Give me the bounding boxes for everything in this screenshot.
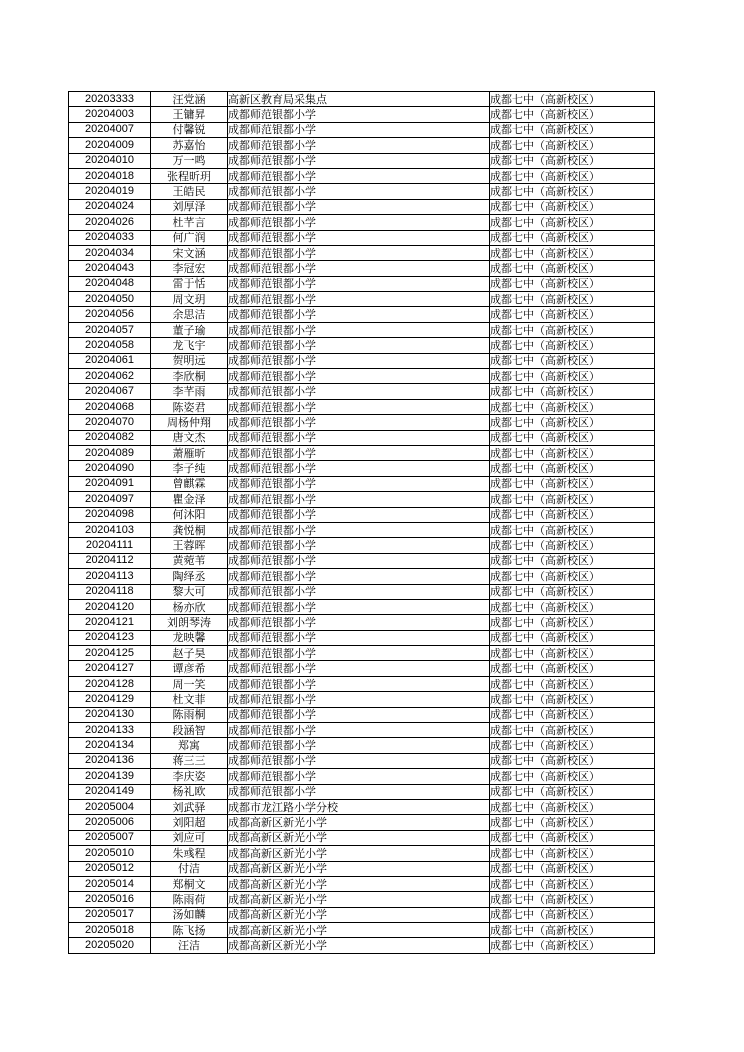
primary-school-cell: 成都师范银都小学 bbox=[228, 276, 490, 291]
table-row bbox=[69, 769, 655, 784]
table-row bbox=[69, 553, 655, 568]
primary-school-cell: 成都师范银都小学 bbox=[228, 769, 490, 784]
student-id-cell: 20204089 bbox=[69, 445, 151, 460]
student-name-cell: 周一笑 bbox=[151, 676, 228, 691]
table-row bbox=[69, 138, 655, 153]
admission-table-container bbox=[68, 91, 654, 954]
student-name-cell: 杜芊言 bbox=[151, 215, 228, 230]
primary-school-cell: 成都师范银都小学 bbox=[228, 615, 490, 630]
admitted-school-cell: 成都七中（高新校区） bbox=[490, 630, 655, 645]
student-id-cell: 20204082 bbox=[69, 430, 151, 445]
primary-school-cell: 成都师范银都小学 bbox=[228, 399, 490, 414]
primary-school-cell: 成都师范银都小学 bbox=[228, 338, 490, 353]
table-row bbox=[69, 738, 655, 753]
student-name-cell: 黎大可 bbox=[151, 584, 228, 599]
admitted-school-cell: 成都七中（高新校区） bbox=[490, 522, 655, 537]
primary-school-cell: 成都师范银都小学 bbox=[228, 630, 490, 645]
student-name-cell: 贺明远 bbox=[151, 353, 228, 368]
primary-school-cell: 成都师范银都小学 bbox=[228, 230, 490, 245]
student-id-cell: 20205007 bbox=[69, 830, 151, 845]
table-row bbox=[69, 584, 655, 599]
admitted-school-cell: 成都七中（高新校区） bbox=[490, 107, 655, 122]
primary-school-cell: 成都师范银都小学 bbox=[228, 384, 490, 399]
admitted-school-cell: 成都七中（高新校区） bbox=[490, 353, 655, 368]
student-name-cell: 董子瑜 bbox=[151, 322, 228, 337]
table-row bbox=[69, 230, 655, 245]
admitted-school-cell: 成都七中（高新校区） bbox=[490, 338, 655, 353]
admitted-school-cell: 成都七中（高新校区） bbox=[490, 861, 655, 876]
primary-school-cell: 成都师范银都小学 bbox=[228, 584, 490, 599]
student-name-cell: 何广润 bbox=[151, 230, 228, 245]
table-row bbox=[69, 615, 655, 630]
table-row bbox=[69, 292, 655, 307]
student-id-cell: 20204098 bbox=[69, 507, 151, 522]
student-name-cell: 陈飞扬 bbox=[151, 923, 228, 938]
student-id-cell: 20204007 bbox=[69, 122, 151, 137]
student-name-cell: 谭彦希 bbox=[151, 661, 228, 676]
student-name-cell: 杨亦欣 bbox=[151, 599, 228, 614]
table-row bbox=[69, 384, 655, 399]
student-id-cell: 20204003 bbox=[69, 107, 151, 122]
primary-school-cell: 成都师范银都小学 bbox=[228, 430, 490, 445]
student-id-cell: 20204113 bbox=[69, 569, 151, 584]
student-name-cell: 雷于恬 bbox=[151, 276, 228, 291]
table-row bbox=[69, 461, 655, 476]
admitted-school-cell: 成都七中（高新校区） bbox=[490, 538, 655, 553]
admitted-school-cell: 成都七中（高新校区） bbox=[490, 215, 655, 230]
student-id-cell: 20204067 bbox=[69, 384, 151, 399]
admitted-school-cell: 成都七中（高新校区） bbox=[490, 799, 655, 814]
admitted-school-cell: 成都七中（高新校区） bbox=[490, 584, 655, 599]
student-id-cell: 20205014 bbox=[69, 876, 151, 891]
student-id-cell: 20204127 bbox=[69, 661, 151, 676]
admitted-school-cell: 成都七中（高新校区） bbox=[490, 292, 655, 307]
student-id-cell: 20204134 bbox=[69, 738, 151, 753]
primary-school-cell: 成都师范银都小学 bbox=[228, 676, 490, 691]
admitted-school-cell: 成都七中（高新校区） bbox=[490, 461, 655, 476]
admitted-school-cell: 成都七中（高新校区） bbox=[490, 138, 655, 153]
admitted-school-cell: 成都七中（高新校区） bbox=[490, 923, 655, 938]
student-id-cell: 20204128 bbox=[69, 676, 151, 691]
table-row bbox=[69, 876, 655, 891]
table-row bbox=[69, 938, 655, 953]
admitted-school-cell: 成都七中（高新校区） bbox=[490, 892, 655, 907]
student-name-cell: 郑桐文 bbox=[151, 876, 228, 891]
primary-school-cell: 成都师范银都小学 bbox=[228, 738, 490, 753]
student-id-cell: 20204139 bbox=[69, 769, 151, 784]
student-name-cell: 赵子昊 bbox=[151, 646, 228, 661]
student-name-cell: 刘朗琴涛 bbox=[151, 615, 228, 630]
primary-school-cell: 高新区教育局采集点 bbox=[228, 92, 490, 107]
student-name-cell: 周杨仲翔 bbox=[151, 415, 228, 430]
student-name-cell: 汪党涵 bbox=[151, 92, 228, 107]
student-id-cell: 20204057 bbox=[69, 322, 151, 337]
student-name-cell: 龚悦桐 bbox=[151, 522, 228, 537]
admitted-school-cell: 成都七中（高新校区） bbox=[490, 430, 655, 445]
table-row bbox=[69, 261, 655, 276]
table-row bbox=[69, 907, 655, 922]
admitted-school-cell: 成都七中（高新校区） bbox=[490, 369, 655, 384]
student-id-cell: 20205006 bbox=[69, 815, 151, 830]
student-id-cell: 20204103 bbox=[69, 522, 151, 537]
primary-school-cell: 成都师范银都小学 bbox=[228, 138, 490, 153]
primary-school-cell: 成都师范银都小学 bbox=[228, 322, 490, 337]
student-name-cell: 周文玥 bbox=[151, 292, 228, 307]
admitted-school-cell: 成都七中（高新校区） bbox=[490, 307, 655, 322]
student-name-cell: 黄菀苇 bbox=[151, 553, 228, 568]
table-row bbox=[69, 445, 655, 460]
student-name-cell: 陈雨荷 bbox=[151, 892, 228, 907]
admitted-school-cell: 成都七中（高新校区） bbox=[490, 276, 655, 291]
table-row bbox=[69, 399, 655, 414]
student-id-cell: 20204026 bbox=[69, 215, 151, 230]
admitted-school-cell: 成都七中（高新校区） bbox=[490, 599, 655, 614]
table-row bbox=[69, 338, 655, 353]
admitted-school-cell: 成都七中（高新校区） bbox=[490, 245, 655, 260]
table-row bbox=[69, 184, 655, 199]
student-name-cell: 李冠宏 bbox=[151, 261, 228, 276]
admitted-school-cell: 成都七中（高新校区） bbox=[490, 261, 655, 276]
table-row bbox=[69, 476, 655, 491]
table-row bbox=[69, 122, 655, 137]
student-id-cell: 20204058 bbox=[69, 338, 151, 353]
student-id-cell: 20204129 bbox=[69, 692, 151, 707]
admitted-school-cell: 成都七中（高新校区） bbox=[490, 646, 655, 661]
table-row bbox=[69, 646, 655, 661]
primary-school-cell: 成都师范银都小学 bbox=[228, 122, 490, 137]
student-id-cell: 20204048 bbox=[69, 276, 151, 291]
admitted-school-cell: 成都七中（高新校区） bbox=[490, 707, 655, 722]
student-name-cell: 张程昕玥 bbox=[151, 168, 228, 183]
table-row bbox=[69, 153, 655, 168]
student-name-cell: 龙飞宇 bbox=[151, 338, 228, 353]
primary-school-cell: 成都高新区新光小学 bbox=[228, 861, 490, 876]
student-id-cell: 20204112 bbox=[69, 553, 151, 568]
student-name-cell: 李欣桐 bbox=[151, 369, 228, 384]
primary-school-cell: 成都师范银都小学 bbox=[228, 753, 490, 768]
admitted-school-cell: 成都七中（高新校区） bbox=[490, 153, 655, 168]
student-id-cell: 20204061 bbox=[69, 353, 151, 368]
primary-school-cell: 成都师范银都小学 bbox=[228, 153, 490, 168]
table-row bbox=[69, 676, 655, 691]
student-id-cell: 20204133 bbox=[69, 723, 151, 738]
primary-school-cell: 成都高新区新光小学 bbox=[228, 846, 490, 861]
primary-school-cell: 成都师范银都小学 bbox=[228, 646, 490, 661]
student-name-cell: 杜文菲 bbox=[151, 692, 228, 707]
student-id-cell: 20204090 bbox=[69, 461, 151, 476]
primary-school-cell: 成都高新区新光小学 bbox=[228, 876, 490, 891]
primary-school-cell: 成都师范银都小学 bbox=[228, 445, 490, 460]
student-id-cell: 20205016 bbox=[69, 892, 151, 907]
student-name-cell: 汪洁 bbox=[151, 938, 228, 953]
student-id-cell: 20204034 bbox=[69, 245, 151, 260]
admission-table bbox=[68, 91, 655, 954]
table-row bbox=[69, 723, 655, 738]
admitted-school-cell: 成都七中（高新校区） bbox=[490, 168, 655, 183]
primary-school-cell: 成都师范银都小学 bbox=[228, 168, 490, 183]
student-id-cell: 20204121 bbox=[69, 615, 151, 630]
admitted-school-cell: 成都七中（高新校区） bbox=[490, 692, 655, 707]
primary-school-cell: 成都师范银都小学 bbox=[228, 507, 490, 522]
admitted-school-cell: 成都七中（高新校区） bbox=[490, 784, 655, 799]
table-row bbox=[69, 846, 655, 861]
table-row bbox=[69, 923, 655, 938]
table-row bbox=[69, 507, 655, 522]
primary-school-cell: 成都师范银都小学 bbox=[228, 369, 490, 384]
student-name-cell: 朱彧程 bbox=[151, 846, 228, 861]
primary-school-cell: 成都师范银都小学 bbox=[228, 692, 490, 707]
student-id-cell: 20204068 bbox=[69, 399, 151, 414]
student-id-cell: 20204009 bbox=[69, 138, 151, 153]
admitted-school-cell: 成都七中（高新校区） bbox=[490, 553, 655, 568]
primary-school-cell: 成都师范银都小学 bbox=[228, 261, 490, 276]
primary-school-cell: 成都师范银都小学 bbox=[228, 353, 490, 368]
student-name-cell: 陈雨桐 bbox=[151, 707, 228, 722]
primary-school-cell: 成都师范银都小学 bbox=[228, 476, 490, 491]
primary-school-cell: 成都师范银都小学 bbox=[228, 723, 490, 738]
student-name-cell: 陈姿君 bbox=[151, 399, 228, 414]
table-row bbox=[69, 430, 655, 445]
primary-school-cell: 成都师范银都小学 bbox=[228, 492, 490, 507]
student-name-cell: 郑寓 bbox=[151, 738, 228, 753]
student-name-cell: 李庆姿 bbox=[151, 769, 228, 784]
student-name-cell: 刘阳超 bbox=[151, 815, 228, 830]
primary-school-cell: 成都师范银都小学 bbox=[228, 292, 490, 307]
admitted-school-cell: 成都七中（高新校区） bbox=[490, 230, 655, 245]
student-id-cell: 20205004 bbox=[69, 799, 151, 814]
table-row bbox=[69, 415, 655, 430]
student-id-cell: 20205010 bbox=[69, 846, 151, 861]
table-row bbox=[69, 199, 655, 214]
table-row bbox=[69, 307, 655, 322]
student-id-cell: 20205017 bbox=[69, 907, 151, 922]
student-id-cell: 20204123 bbox=[69, 630, 151, 645]
student-id-cell: 20204056 bbox=[69, 307, 151, 322]
student-name-cell: 王皓民 bbox=[151, 184, 228, 199]
primary-school-cell: 成都师范银都小学 bbox=[228, 522, 490, 537]
table-row bbox=[69, 276, 655, 291]
student-id-cell: 20204125 bbox=[69, 646, 151, 661]
student-id-cell: 20204136 bbox=[69, 753, 151, 768]
student-id-cell: 20205012 bbox=[69, 861, 151, 876]
student-id-cell: 20204111 bbox=[69, 538, 151, 553]
table-row bbox=[69, 692, 655, 707]
admitted-school-cell: 成都七中（高新校区） bbox=[490, 723, 655, 738]
admitted-school-cell: 成都七中（高新校区） bbox=[490, 415, 655, 430]
student-name-cell: 刘武驿 bbox=[151, 799, 228, 814]
table-row bbox=[69, 661, 655, 676]
admitted-school-cell: 成都七中（高新校区） bbox=[490, 846, 655, 861]
table-row bbox=[69, 569, 655, 584]
student-id-cell: 20205020 bbox=[69, 938, 151, 953]
primary-school-cell: 成都师范银都小学 bbox=[228, 245, 490, 260]
admitted-school-cell: 成都七中（高新校区） bbox=[490, 122, 655, 137]
admitted-school-cell: 成都七中（高新校区） bbox=[490, 676, 655, 691]
student-id-cell: 20204062 bbox=[69, 369, 151, 384]
student-id-cell: 20204010 bbox=[69, 153, 151, 168]
primary-school-cell: 成都师范银都小学 bbox=[228, 215, 490, 230]
primary-school-cell: 成都师范银都小学 bbox=[228, 538, 490, 553]
student-name-cell: 瞿金泽 bbox=[151, 492, 228, 507]
table-row bbox=[69, 707, 655, 722]
primary-school-cell: 成都师范银都小学 bbox=[228, 661, 490, 676]
admitted-school-cell: 成都七中（高新校区） bbox=[490, 830, 655, 845]
student-name-cell: 萧雁昕 bbox=[151, 445, 228, 460]
admitted-school-cell: 成都七中（高新校区） bbox=[490, 569, 655, 584]
student-name-cell: 刘应可 bbox=[151, 830, 228, 845]
primary-school-cell: 成都高新区新光小学 bbox=[228, 892, 490, 907]
student-name-cell: 曾麒霖 bbox=[151, 476, 228, 491]
student-name-cell: 付洁 bbox=[151, 861, 228, 876]
admitted-school-cell: 成都七中（高新校区） bbox=[490, 769, 655, 784]
student-id-cell: 20205018 bbox=[69, 923, 151, 938]
primary-school-cell: 成都高新区新光小学 bbox=[228, 815, 490, 830]
table-row bbox=[69, 753, 655, 768]
student-id-cell: 20204033 bbox=[69, 230, 151, 245]
student-name-cell: 刘厚泽 bbox=[151, 199, 228, 214]
student-id-cell: 20204043 bbox=[69, 261, 151, 276]
admitted-school-cell: 成都七中（高新校区） bbox=[490, 615, 655, 630]
student-name-cell: 余思洁 bbox=[151, 307, 228, 322]
admitted-school-cell: 成都七中（高新校区） bbox=[490, 876, 655, 891]
primary-school-cell: 成都师范银都小学 bbox=[228, 461, 490, 476]
table-row bbox=[69, 784, 655, 799]
student-name-cell: 万一鸣 bbox=[151, 153, 228, 168]
primary-school-cell: 成都师范银都小学 bbox=[228, 599, 490, 614]
student-name-cell: 付馨锐 bbox=[151, 122, 228, 137]
admitted-school-cell: 成都七中（高新校区） bbox=[490, 184, 655, 199]
table-row bbox=[69, 369, 655, 384]
table-row bbox=[69, 815, 655, 830]
primary-school-cell: 成都高新区新光小学 bbox=[228, 830, 490, 845]
primary-school-cell: 成都高新区新光小学 bbox=[228, 907, 490, 922]
table-row bbox=[69, 168, 655, 183]
student-name-cell: 苏嘉怡 bbox=[151, 138, 228, 153]
table-row bbox=[69, 92, 655, 107]
table-row bbox=[69, 630, 655, 645]
admitted-school-cell: 成都七中（高新校区） bbox=[490, 938, 655, 953]
student-id-cell: 20204149 bbox=[69, 784, 151, 799]
primary-school-cell: 成都市龙江路小学分校 bbox=[228, 799, 490, 814]
student-id-cell: 20204018 bbox=[69, 168, 151, 183]
primary-school-cell: 成都师范银都小学 bbox=[228, 553, 490, 568]
admitted-school-cell: 成都七中（高新校区） bbox=[490, 738, 655, 753]
student-name-cell: 杨礼欧 bbox=[151, 784, 228, 799]
student-name-cell: 李子纯 bbox=[151, 461, 228, 476]
student-name-cell: 陶绎丞 bbox=[151, 569, 228, 584]
table-row bbox=[69, 599, 655, 614]
primary-school-cell: 成都师范银都小学 bbox=[228, 107, 490, 122]
student-id-cell: 20204050 bbox=[69, 292, 151, 307]
student-name-cell: 宋文涵 bbox=[151, 245, 228, 260]
admitted-school-cell: 成都七中（高新校区） bbox=[490, 476, 655, 491]
student-name-cell: 何沐阳 bbox=[151, 507, 228, 522]
student-id-cell: 20204130 bbox=[69, 707, 151, 722]
admitted-school-cell: 成都七中（高新校区） bbox=[490, 384, 655, 399]
primary-school-cell: 成都师范银都小学 bbox=[228, 707, 490, 722]
student-name-cell: 龙映馨 bbox=[151, 630, 228, 645]
table-row bbox=[69, 245, 655, 260]
student-id-cell: 20204070 bbox=[69, 415, 151, 430]
student-id-cell: 20203333 bbox=[69, 92, 151, 107]
student-name-cell: 蒋三三 bbox=[151, 753, 228, 768]
primary-school-cell: 成都师范银都小学 bbox=[228, 184, 490, 199]
table-row bbox=[69, 830, 655, 845]
table-row bbox=[69, 861, 655, 876]
admitted-school-cell: 成都七中（高新校区） bbox=[490, 507, 655, 522]
admitted-school-cell: 成都七中（高新校区） bbox=[490, 199, 655, 214]
admitted-school-cell: 成都七中（高新校区） bbox=[490, 322, 655, 337]
admitted-school-cell: 成都七中（高新校区） bbox=[490, 753, 655, 768]
primary-school-cell: 成都师范银都小学 bbox=[228, 784, 490, 799]
admitted-school-cell: 成都七中（高新校区） bbox=[490, 815, 655, 830]
table-body bbox=[69, 92, 655, 954]
admitted-school-cell: 成都七中（高新校区） bbox=[490, 92, 655, 107]
table-row bbox=[69, 522, 655, 537]
primary-school-cell: 成都高新区新光小学 bbox=[228, 923, 490, 938]
student-name-cell: 段涵智 bbox=[151, 723, 228, 738]
table-row bbox=[69, 538, 655, 553]
student-id-cell: 20204120 bbox=[69, 599, 151, 614]
student-name-cell: 汤如麟 bbox=[151, 907, 228, 922]
student-name-cell: 李芊雨 bbox=[151, 384, 228, 399]
student-id-cell: 20204024 bbox=[69, 199, 151, 214]
student-name-cell: 王镛昇 bbox=[151, 107, 228, 122]
primary-school-cell: 成都高新区新光小学 bbox=[228, 938, 490, 953]
student-id-cell: 20204091 bbox=[69, 476, 151, 491]
table-row bbox=[69, 892, 655, 907]
primary-school-cell: 成都师范银都小学 bbox=[228, 307, 490, 322]
student-id-cell: 20204097 bbox=[69, 492, 151, 507]
table-row bbox=[69, 322, 655, 337]
primary-school-cell: 成都师范银都小学 bbox=[228, 415, 490, 430]
admitted-school-cell: 成都七中（高新校区） bbox=[490, 445, 655, 460]
table-row bbox=[69, 799, 655, 814]
admitted-school-cell: 成都七中（高新校区） bbox=[490, 492, 655, 507]
admitted-school-cell: 成都七中（高新校区） bbox=[490, 661, 655, 676]
table-row bbox=[69, 215, 655, 230]
primary-school-cell: 成都师范银都小学 bbox=[228, 199, 490, 214]
primary-school-cell: 成都师范银都小学 bbox=[228, 569, 490, 584]
admitted-school-cell: 成都七中（高新校区） bbox=[490, 399, 655, 414]
admitted-school-cell: 成都七中（高新校区） bbox=[490, 907, 655, 922]
student-id-cell: 20204019 bbox=[69, 184, 151, 199]
table-row bbox=[69, 353, 655, 368]
student-id-cell: 20204118 bbox=[69, 584, 151, 599]
student-name-cell: 唐文杰 bbox=[151, 430, 228, 445]
student-name-cell: 王蓉晖 bbox=[151, 538, 228, 553]
table-row bbox=[69, 107, 655, 122]
table-row bbox=[69, 492, 655, 507]
